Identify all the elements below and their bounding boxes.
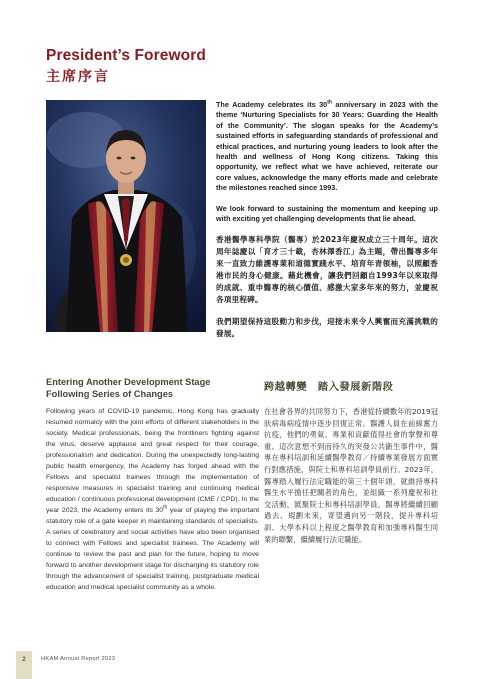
- intro-zh-paragraph-1: 香港醫學專科學院（醫專）於2023年慶祝成立三十周年。這次周年誌慶以「育才三十載，杏林澤香江」為主題，帶出醫專多年來一直致力維護專業和道德實踐水平、培育年青領袖，以照顧香港市民的身心健康。藉此機會，讓我們回顧自1993年以來取得的成就、重申醫專的核心價值、感激大家多年來的努力，並慶祝各項里程碑。: [216, 235, 438, 305]
- section-body-zh: 在社會各界的共同努力下，香港從持續數年的2019冠狀病毒病疫情中逐步回復正常。醫護人員在前線奮力抗疫，他們的勇氣、專業和貢獻值得社會的掌聲和尊重。這次意想不到而持久的突發公共衞生事件中，醫專在專科培訓和延續醫學教育／持續專業發展方面實行對應措施，與院士和專科培訓學員前行。2023年，醫專踏入履行法定職能的第三十個年頭，就維持專科醫生水平擔任把關者的角色，並組織一系列慶祝和社交活動，匯聚院士和專科培訓學員。醫專將繼續回顧過去、規劃未來，寄望邁向另一階段，提升專科培訓、大學本科以上程度之醫學教育和加強專科醫生同業的聯繫，繼續履行法定職能。: [264, 407, 438, 544]
- intro-en-paragraph-2: We look forward to sustaining the momentum and keeping up with exciting yet challenging developments that lie ahead.: [216, 203, 438, 224]
- section-heading-en: Entering Another Development Stage Following Series of Changes: [46, 377, 211, 399]
- page-title-zh: 主席序言: [46, 69, 110, 85]
- president-portrait-photo: [46, 100, 206, 332]
- page-tab-bar: [16, 667, 32, 679]
- report-title: HKAM Annual Report 2023: [41, 656, 116, 662]
- section-heading-zh: 跨越轉變 踏入發展新階段: [264, 382, 394, 393]
- intro-zh-paragraph-2: 我們期望保持這股動力和步伐，迎接未來令人興奮而充滿挑戰的發展。: [216, 317, 438, 339]
- page-footer: [16, 651, 115, 667]
- intro-en-paragraph-1: The Academy celebrates its 30th anniversary in 2023 with the theme ‘Nurturing Specialists for 30 Years: Guarding the Health of the Community’. The slogan speaks for the Academy’s sustained efforts in safeguarding standards of professional and ethical practices, and nurturing young leaders to look after the health and wellness of Hong Kong citizens. Taking this opportunity, we reflect what we have achieved, reiterate our core values, acknowledge the many efforts made and celebrate the milestones reached since 1993.: [216, 99, 438, 193]
- section-body-en: Following years of COVID-19 pandemic, Hong Kong has gradually resumed normalcy with the joint efforts of different stakeholders in the society. Medical professionals, being the frontliners fighting against the virus, deserve applause and great respect for their courage, professionalism and dedication. During the unexpectedly long-lasting public health emergency, the Academy has forged ahead with the Fellows and specialist trainees through the implementation of responsive measures in specialist training and continuing medical education / continuous professional development (CME / CPD). In the year 2023, the Academy enters its 30th year of playing the important statutory role of a gate keeper in maintaining standards of specialists. A series of celebratory and social activities have also been organised to connect with Fellows and specialist trainees. The Academy will continue to review the past and plan for the future, hoping to move forward to another development stage for discharging its statutory role through the advancement of specialist training, postgraduate medical education and medical specialist community as a whole.: [46, 408, 259, 591]
- page-number: 2: [16, 651, 32, 667]
- intro-text-block: [216, 100, 438, 350]
- page-title-en: President’s Foreword: [46, 47, 206, 64]
